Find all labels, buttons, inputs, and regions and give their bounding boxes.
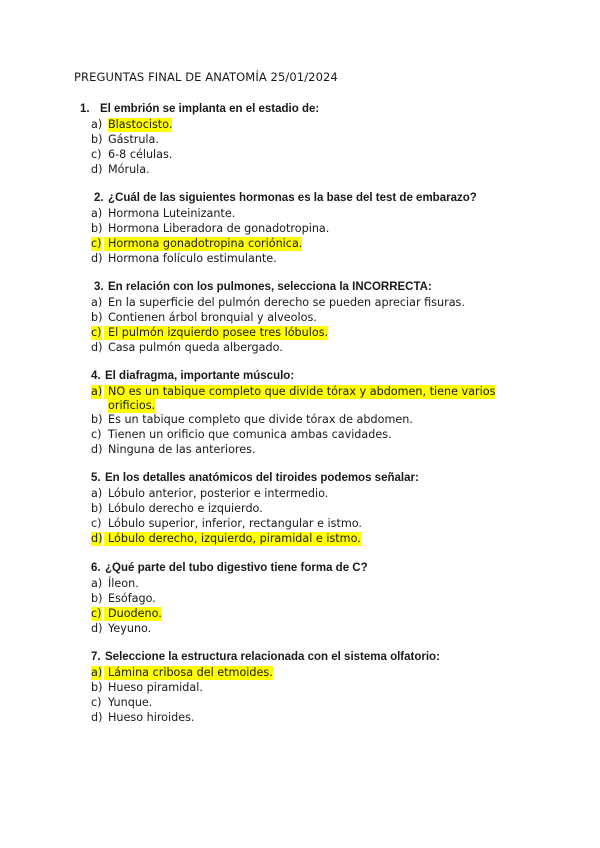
- option-letter: b): [91, 133, 103, 146]
- option-letter: d): [91, 341, 103, 354]
- question-text: [94, 192, 477, 204]
- option-text: Hormona Luteinizante.: [108, 207, 236, 220]
- option-letter: c): [91, 148, 102, 161]
- option-letter: c): [91, 428, 102, 441]
- option-letter: b): [91, 681, 103, 694]
- question-number: 4.: [91, 370, 101, 382]
- option-text: Ninguna de las anteriores.: [108, 443, 256, 456]
- option-letter: a): [91, 118, 103, 131]
- question-number: 1.: [80, 103, 90, 115]
- question-number: 7.: [91, 651, 101, 663]
- option-letter: b): [91, 592, 103, 605]
- option-letter: d): [91, 163, 103, 176]
- option-letter: a): [91, 385, 103, 398]
- question-number: 2.: [94, 192, 104, 204]
- option-text: Lámina cribosa del etmoides.: [104, 666, 273, 680]
- question-label: El embrión se implanta en el estadio de:: [100, 103, 320, 115]
- option-letter: c): [91, 696, 102, 709]
- question-number: 3.: [94, 281, 104, 293]
- question-number: 6.: [91, 562, 101, 574]
- option-letter: d): [91, 443, 103, 456]
- option-letter: d): [91, 622, 103, 635]
- option-text: Duodeno.: [104, 607, 162, 621]
- option-text: Lóbulo anterior, posterior e intermedio.: [108, 487, 329, 500]
- option-text: Íleon.: [108, 577, 139, 590]
- option-letter: b): [91, 222, 103, 235]
- option-text: Yunque.: [108, 696, 153, 709]
- option-text: El pulmón izquierdo posee tres lóbulos.: [104, 326, 328, 340]
- option-letter: d): [91, 711, 103, 724]
- option-letter: c): [91, 517, 102, 530]
- question-text: [94, 281, 432, 293]
- option-text: Blastocisto.: [108, 118, 173, 131]
- question-text: [91, 472, 419, 484]
- question-label: ¿Cuál de las siguientes hormonas es la base del test de embarazo?: [108, 192, 477, 204]
- option-text: Gástrula.: [108, 133, 159, 146]
- option-text: Tienen un orificio que comunica ambas cavidades.: [108, 428, 392, 441]
- option-text: Hormona folículo estimulante.: [108, 252, 277, 265]
- question-label: En relación con los pulmones, selecciona la INCORRECTA:: [108, 281, 432, 293]
- option-text: Lóbulo superior, inferior, rectangular e istmo.: [108, 517, 362, 530]
- option-letter: b): [91, 502, 103, 515]
- document-title: PREGUNTAS FINAL DE ANATOMÍA 25/01/2024: [74, 70, 338, 84]
- question-label: En los detalles anatómicos del tiroides podemos señalar:: [105, 472, 419, 484]
- option-letter: c): [91, 237, 102, 250]
- question-label: ¿Qué parte del tubo digestivo tiene forma de C?: [105, 562, 368, 574]
- option-text: NO es un tabique completo que divide tórax y abdomen, tiene varios: [104, 385, 495, 399]
- option-letter: d): [91, 252, 103, 265]
- option-text: Hormona gonadotropina coriónica.: [104, 237, 302, 251]
- option-letter: a): [91, 207, 103, 220]
- option-text: Contienen árbol bronquial y alveolos.: [108, 311, 317, 324]
- option-text: Hueso piramidal.: [108, 681, 203, 694]
- option-letter: b): [91, 413, 103, 426]
- option-letter: a): [91, 487, 103, 500]
- option-text: Mórula.: [108, 163, 150, 176]
- option-text-continued: orificios.: [108, 399, 156, 412]
- option-text: Casa pulmón queda albergado.: [108, 341, 283, 354]
- question-text: [91, 370, 294, 382]
- option-text: Lóbulo derecho, izquierdo, piramidal e istmo.: [104, 532, 361, 546]
- option-text: Es un tabique completo que divide tórax de abdomen.: [108, 413, 413, 426]
- question-text: [91, 651, 440, 663]
- question-number: 5.: [91, 472, 101, 484]
- option-letter: d): [91, 532, 103, 545]
- option-letter: a): [91, 296, 103, 309]
- option-text: Yeyuno.: [108, 622, 152, 635]
- option-letter: b): [91, 311, 103, 324]
- option-text: 6-8 células.: [108, 148, 173, 161]
- option-text: Lóbulo derecho e izquierdo.: [108, 502, 263, 515]
- question-label: El diafragma, importante músculo:: [105, 370, 295, 382]
- option-text: En la superficie del pulmón derecho se pueden apreciar fisuras.: [108, 296, 465, 309]
- question-text: [80, 103, 319, 115]
- question-label: Seleccione la estructura relacionada con el sistema olfatorio:: [105, 651, 440, 663]
- option-letter: a): [91, 577, 103, 590]
- option-text: Hormona Liberadora de gonadotropina.: [108, 222, 330, 235]
- option-text: Esófago.: [108, 592, 156, 605]
- question-text: [91, 562, 368, 574]
- option-text: Hueso hiroides.: [108, 711, 195, 724]
- option-letter: a): [91, 666, 103, 679]
- option-letter: c): [91, 326, 102, 339]
- option-letter: c): [91, 607, 102, 620]
